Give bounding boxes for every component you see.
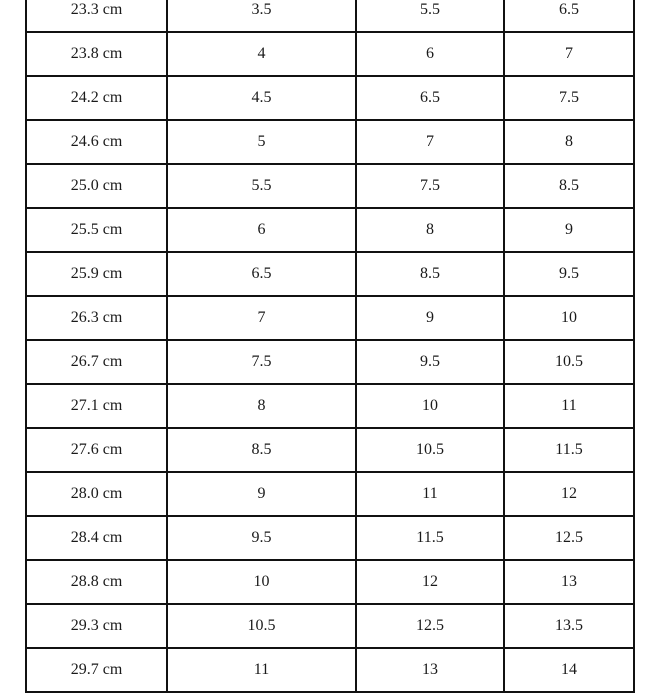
foot-length-cell: 28.0 cm bbox=[26, 472, 167, 516]
foot-length-cell: 29.7 cm bbox=[26, 648, 167, 692]
size-col-4-cell: 13.5 bbox=[504, 604, 634, 648]
size-col-2-cell: 9 bbox=[167, 472, 356, 516]
size-col-3-cell: 13 bbox=[356, 648, 504, 692]
size-col-3-cell: 7 bbox=[356, 120, 504, 164]
size-col-3-cell: 12.5 bbox=[356, 604, 504, 648]
size-col-3-cell: 12 bbox=[356, 560, 504, 604]
foot-length-cell: 25.9 cm bbox=[26, 252, 167, 296]
size-col-3-cell: 6 bbox=[356, 32, 504, 76]
table-row bbox=[26, 32, 634, 76]
foot-length-cell: 28.8 cm bbox=[26, 560, 167, 604]
table-row bbox=[26, 76, 634, 120]
foot-length-cell: 27.1 cm bbox=[26, 384, 167, 428]
size-col-3-cell: 11 bbox=[356, 472, 504, 516]
size-col-2-cell: 5 bbox=[167, 120, 356, 164]
foot-length-cell: 25.5 cm bbox=[26, 208, 167, 252]
size-col-2-cell: 6 bbox=[167, 208, 356, 252]
table-row bbox=[26, 428, 634, 472]
foot-length-cell: 23.3 cm bbox=[26, 0, 167, 32]
table-row bbox=[26, 296, 634, 340]
size-col-3-cell: 7.5 bbox=[356, 164, 504, 208]
table-row bbox=[26, 648, 634, 692]
table-row bbox=[26, 560, 634, 604]
size-col-4-cell: 12 bbox=[504, 472, 634, 516]
table-row bbox=[26, 340, 634, 384]
size-col-2-cell: 8.5 bbox=[167, 428, 356, 472]
size-col-4-cell: 10 bbox=[504, 296, 634, 340]
size-col-4-cell: 8.5 bbox=[504, 164, 634, 208]
size-col-4-cell: 11.5 bbox=[504, 428, 634, 472]
table-row bbox=[26, 472, 634, 516]
size-col-4-cell: 12.5 bbox=[504, 516, 634, 560]
size-col-2-cell: 5.5 bbox=[167, 164, 356, 208]
size-col-4-cell: 9.5 bbox=[504, 252, 634, 296]
foot-length-cell: 27.6 cm bbox=[26, 428, 167, 472]
size-col-2-cell: 7.5 bbox=[167, 340, 356, 384]
size-col-4-cell: 6.5 bbox=[504, 0, 634, 32]
size-col-2-cell: 11 bbox=[167, 648, 356, 692]
foot-length-cell: 23.8 cm bbox=[26, 32, 167, 76]
size-col-2-cell: 9.5 bbox=[167, 516, 356, 560]
foot-length-cell: 25.0 cm bbox=[26, 164, 167, 208]
size-col-3-cell: 11.5 bbox=[356, 516, 504, 560]
shoe-size-table bbox=[25, 0, 635, 693]
size-col-2-cell: 7 bbox=[167, 296, 356, 340]
size-col-4-cell: 9 bbox=[504, 208, 634, 252]
foot-length-cell: 24.6 cm bbox=[26, 120, 167, 164]
table-row bbox=[26, 120, 634, 164]
table-row bbox=[26, 604, 634, 648]
table-row bbox=[26, 252, 634, 296]
table-row bbox=[26, 384, 634, 428]
size-col-4-cell: 7.5 bbox=[504, 76, 634, 120]
foot-length-cell: 29.3 cm bbox=[26, 604, 167, 648]
size-col-2-cell: 10.5 bbox=[167, 604, 356, 648]
size-col-2-cell: 8 bbox=[167, 384, 356, 428]
table-row bbox=[26, 0, 634, 32]
size-col-4-cell: 7 bbox=[504, 32, 634, 76]
size-col-4-cell: 8 bbox=[504, 120, 634, 164]
size-col-3-cell: 10 bbox=[356, 384, 504, 428]
table-row bbox=[26, 208, 634, 252]
size-chart-container bbox=[25, 0, 633, 693]
size-col-3-cell: 8 bbox=[356, 208, 504, 252]
size-col-3-cell: 6.5 bbox=[356, 76, 504, 120]
size-col-3-cell: 9 bbox=[356, 296, 504, 340]
size-table-body bbox=[26, 0, 634, 692]
size-col-2-cell: 6.5 bbox=[167, 252, 356, 296]
size-col-2-cell: 4.5 bbox=[167, 76, 356, 120]
foot-length-cell: 26.3 cm bbox=[26, 296, 167, 340]
size-col-4-cell: 14 bbox=[504, 648, 634, 692]
size-col-3-cell: 10.5 bbox=[356, 428, 504, 472]
size-col-2-cell: 3.5 bbox=[167, 0, 356, 32]
table-row bbox=[26, 516, 634, 560]
size-col-4-cell: 13 bbox=[504, 560, 634, 604]
size-col-3-cell: 9.5 bbox=[356, 340, 504, 384]
size-col-4-cell: 10.5 bbox=[504, 340, 634, 384]
size-col-4-cell: 11 bbox=[504, 384, 634, 428]
size-col-2-cell: 4 bbox=[167, 32, 356, 76]
foot-length-cell: 26.7 cm bbox=[26, 340, 167, 384]
size-col-3-cell: 5.5 bbox=[356, 0, 504, 32]
size-col-2-cell: 10 bbox=[167, 560, 356, 604]
table-row bbox=[26, 164, 634, 208]
foot-length-cell: 24.2 cm bbox=[26, 76, 167, 120]
foot-length-cell: 28.4 cm bbox=[26, 516, 167, 560]
size-col-3-cell: 8.5 bbox=[356, 252, 504, 296]
